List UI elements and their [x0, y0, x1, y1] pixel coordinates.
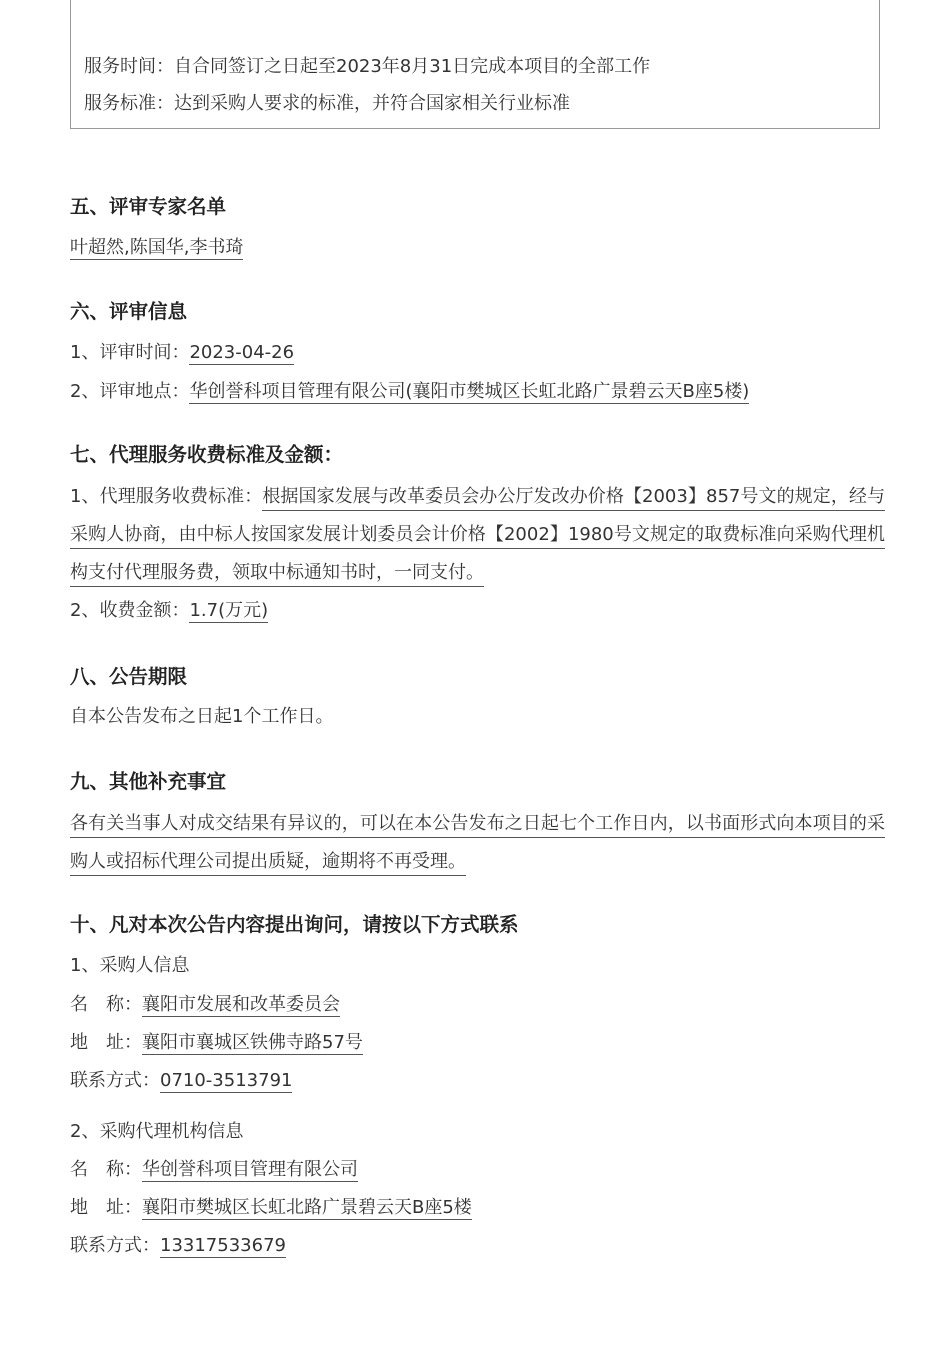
- experts-row: [70, 236, 243, 260]
- purchaser-phone-row: [70, 1069, 292, 1093]
- purchaser-address-value: 襄阳市襄城区铁佛寺路57号: [142, 1032, 363, 1053]
- agency-phone-row: [70, 1234, 286, 1258]
- service-time-row: [84, 55, 650, 79]
- review-time-label: 1、评审时间：: [70, 342, 190, 363]
- agency-phone-value: 13317533679: [160, 1235, 286, 1256]
- service-standard-row: [84, 92, 570, 116]
- section5-heading: 五、评审专家名单: [70, 195, 227, 218]
- service-standard-value: 达到采购人要求的标准，并符合国家相关行业标准: [174, 93, 570, 114]
- section6-heading: 六、评审信息: [70, 300, 188, 323]
- review-place-row: [70, 380, 749, 404]
- purchaser-name-label: 名 称：: [70, 994, 142, 1015]
- service-standard-label: 服务标准：: [84, 93, 174, 114]
- section7-heading: 七、代理服务收费标准及金额：: [70, 443, 344, 466]
- service-time-value: 自合同签订之日起至2023年8月31日完成本项目的全部工作: [174, 56, 651, 77]
- purchaser-address-label: 地 址：: [70, 1032, 142, 1053]
- supplement-paragraph: [70, 805, 885, 881]
- section10-heading: 十、凡对本次公告内容提出询问，请按以下方式联系: [70, 913, 519, 936]
- section8-heading: 八、公告期限: [70, 665, 188, 688]
- agency-title: 2、采购代理机构信息: [70, 1121, 244, 1142]
- purchaser-address-row: [70, 1031, 363, 1055]
- review-time-value: 2023-04-26: [189, 342, 295, 363]
- agency-name-label: 名 称：: [70, 1159, 142, 1180]
- fee-amount-value: 1.7(万元): [189, 600, 269, 621]
- purchaser-title: 1、采购人信息: [70, 955, 190, 976]
- fee-standard-value: 根据国家发展与改革委员会办公厅发改办价格【2003】857号文的规定，经与采购人协商，由中标人按国家发展计划委员会计价格【2002】1980号文规定的取费标准向采购代理机构支付代理服务费，领取中标通知书时，一同支付。: [70, 486, 885, 587]
- agency-address-row: [70, 1196, 472, 1220]
- purchaser-phone-value: 0710-3513791: [160, 1070, 293, 1091]
- section9-heading: 九、其他补充事宜: [70, 770, 227, 793]
- fee-standard-paragraph: [70, 478, 885, 592]
- service-time-label: 服务时间：: [84, 56, 174, 77]
- agency-address-label: 地 址：: [70, 1197, 142, 1218]
- fee-standard-label: 1、代理服务收费标准：: [70, 486, 263, 507]
- agency-name-value: 华创誉科项目管理有限公司: [142, 1159, 358, 1180]
- agency-name-row: [70, 1158, 358, 1182]
- experts-value: 叶超然,陈国华,李书琦: [70, 237, 244, 258]
- review-place-label: 2、评审地点：: [70, 381, 190, 402]
- agency-address-value: 襄阳市樊城区长虹北路广景碧云天B座5楼: [142, 1197, 472, 1218]
- purchaser-phone-label: 联系方式：: [70, 1070, 160, 1091]
- supplement-text: 各有关当事人对成交结果有异议的，可以在本公告发布之日起七个工作日内，以书面形式向本项目的采购人或招标代理公司提出质疑，逾期将不再受理。: [70, 813, 885, 876]
- review-time-row: [70, 341, 294, 365]
- fee-amount-row: [70, 599, 268, 623]
- purchaser-name-row: [70, 993, 340, 1017]
- review-place-value: 华创誉科项目管理有限公司(襄阳市樊城区长虹北路广景碧云天B座5楼): [189, 381, 750, 402]
- service-info-box: [70, 0, 880, 129]
- purchaser-name-value: 襄阳市发展和改革委员会: [142, 994, 340, 1015]
- agency-phone-label: 联系方式：: [70, 1235, 160, 1256]
- notice-period-text: 自本公告发布之日起1个工作日。: [70, 706, 334, 727]
- fee-amount-label: 2、收费金额：: [70, 600, 190, 621]
